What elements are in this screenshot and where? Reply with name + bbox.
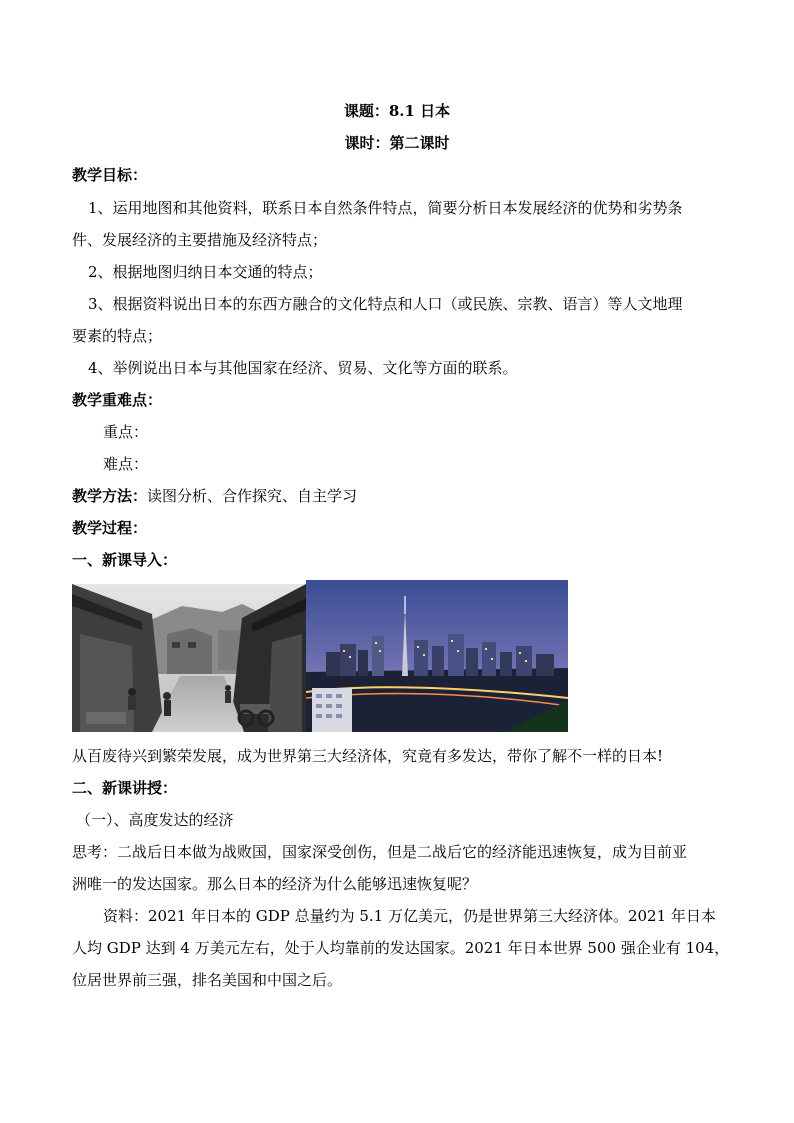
think-question-line-1: 思考：二战后日本做为战败国，国家深受创伤，但是二战后它的经济能迅速恢复，成为目前亚 [72,843,688,861]
intro-heading: 一、新课导入： [72,551,178,569]
objective-1-line-1: 1、运用地图和其他资料，联系日本自然条件特点，简要分析日本发展经济的优势和劣势条 [88,199,683,217]
methods-text: 读图分析、合作探究、自主学习 [147,487,358,505]
lecture-heading: 二、新课讲授： [72,779,178,797]
key-points-heading: 教学重难点： [72,391,163,409]
process-heading: 教学过程： [72,519,148,537]
material-line-2: 人均 GDP 达到 4 万美元左右，处于人均靠前的发达国家。2021 年日本世界 500 强企业有 104， [72,939,730,957]
methods-heading: 教学方法： [72,487,148,505]
lesson-topic: 课题：8.1 日本 [343,102,451,120]
lesson-period: 课时：第二课时 [344,134,450,152]
objective-3-line-1: 3、根据资料说出日本的东西方融合的文化特点和人口（或民族、宗教、语言）等人文地理 [88,295,683,313]
modern-city-photo [306,580,568,732]
objective-2: 2、根据地图归纳日本交通的特点； [88,263,323,281]
intro-images [72,580,568,732]
objective-1-line-2: 件、发展经济的主要措施及经济特点； [72,231,328,249]
objectives-heading: 教学目标： [72,166,148,184]
objective-3-line-2: 要素的特点； [72,327,163,345]
difficult-point-label: 难点： [103,455,149,473]
think-question-line-2: 洲唯一的发达国家。那么日本的经济为什么能够迅速恢复呢？ [72,875,478,893]
postwar-street-photo [72,584,306,732]
intro-caption: 从百废待兴到繁荣发展，成为世界第三大经济体，究竟有多发达，带你了解不一样的日本! [72,747,664,765]
objective-4: 4、举例说出日本与其他国家在经济、贸易、文化等方面的联系。 [88,359,518,377]
key-point-label: 重点： [103,423,149,441]
economy-subheading: （一）、高度发达的经济 [76,811,234,829]
methods-line [72,486,357,506]
material-line-3: 位居世界前三强，排名美国和中国之后。 [72,971,343,989]
material-line-1: 资料：2021 年日本的 GDP 总量约为 5.1 万亿美元，仍是世界第三大经济体。2021 年日本 [103,907,716,925]
